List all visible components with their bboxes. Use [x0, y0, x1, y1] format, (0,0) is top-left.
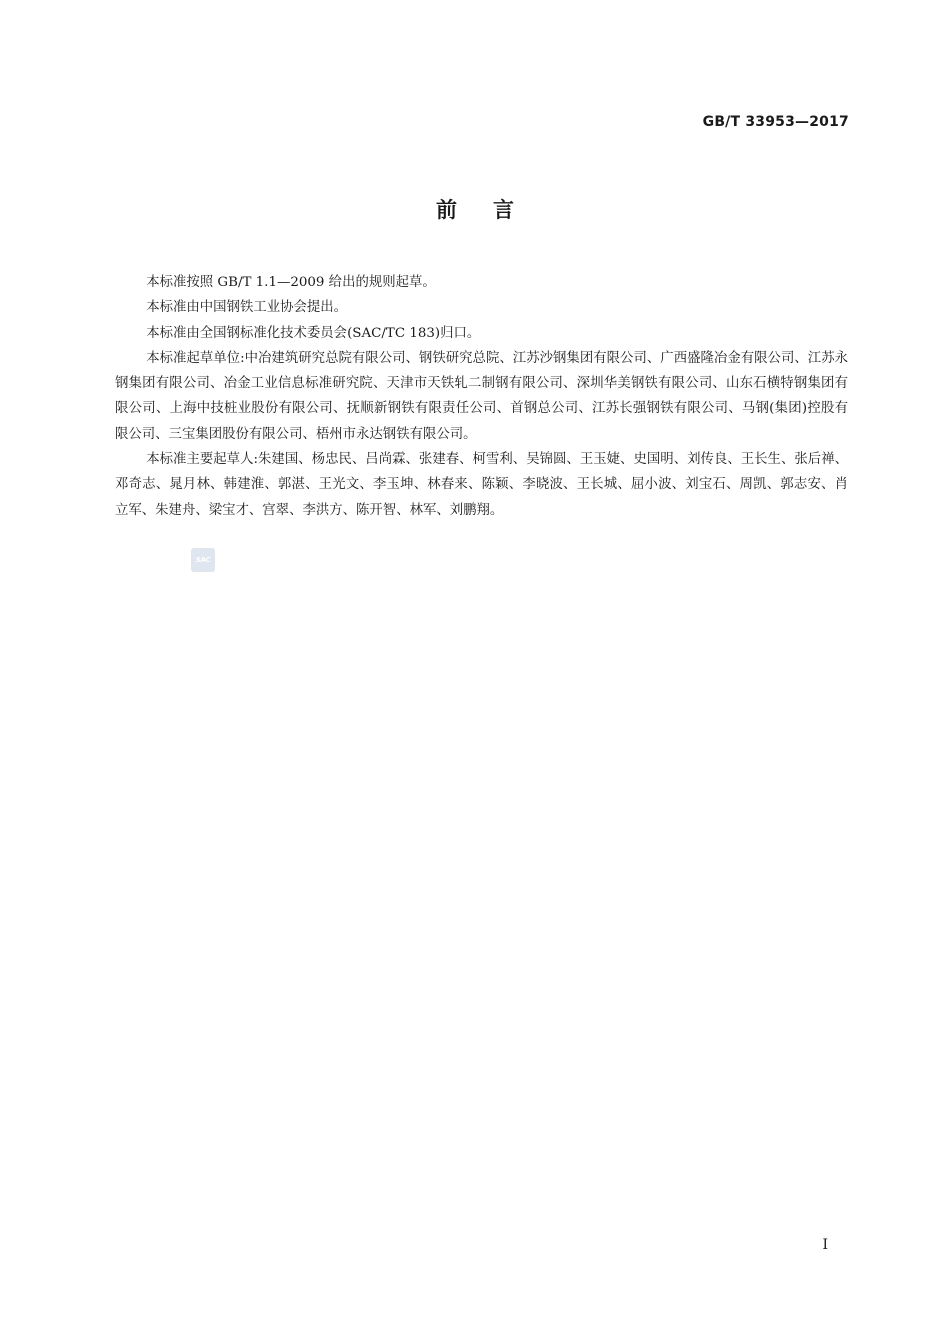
- sac-logo-icon: SAC: [191, 548, 215, 572]
- paragraph-drafting-rules: 本标准按照 GB/T 1.1—2009 给出的规则起草。: [146, 275, 436, 290]
- paragraph-proposer: 本标准由中国钢铁工业协会提出。: [146, 300, 348, 316]
- foreword-body: [115, 270, 848, 523]
- paragraph-committee: 本标准由全国钢标准化技术委员会(SAC/TC 183)归口。: [146, 325, 481, 341]
- page-number: I: [822, 1237, 828, 1253]
- paragraph-drafters: 本标准主要起草人:朱建国、杨忠民、吕尚霖、张建春、柯雪利、吴锦圆、王玉婕、史国明、刘传良、王长生、张后禅、邓奇志、晁月林、韩建淮、郭湛、王光文、李玉坤、林春来、陈颖、李晓波、王长城、屈小波、刘宝石、周凯、郭志安、肖立军、朱建舟、梁宝才、宫翠、李洪方、陈开智、林军、刘鹏翔。: [115, 452, 848, 518]
- standard-code: GB/T 33953—2017: [702, 114, 849, 130]
- paragraph-drafting-units: 本标准起草单位:中冶建筑研究总院有限公司、钢铁研究总院、江苏沙钢集团有限公司、广西盛隆冶金有限公司、江苏永钢集团有限公司、冶金工业信息标准研究院、天津市天铁轧二制钢有限公司、深圳华美钢铁有限公司、山东石横特钢集团有限公司、上海中技桩业股份有限公司、抚顺新钢铁有限责任公司、首钢总公司、江苏长强钢铁有限公司、马钢(集团)控股有限公司、三宝集团股份有限公司、梧州市永达钢铁有限公司。: [115, 350, 848, 442]
- page-title: 前言: [436, 198, 550, 222]
